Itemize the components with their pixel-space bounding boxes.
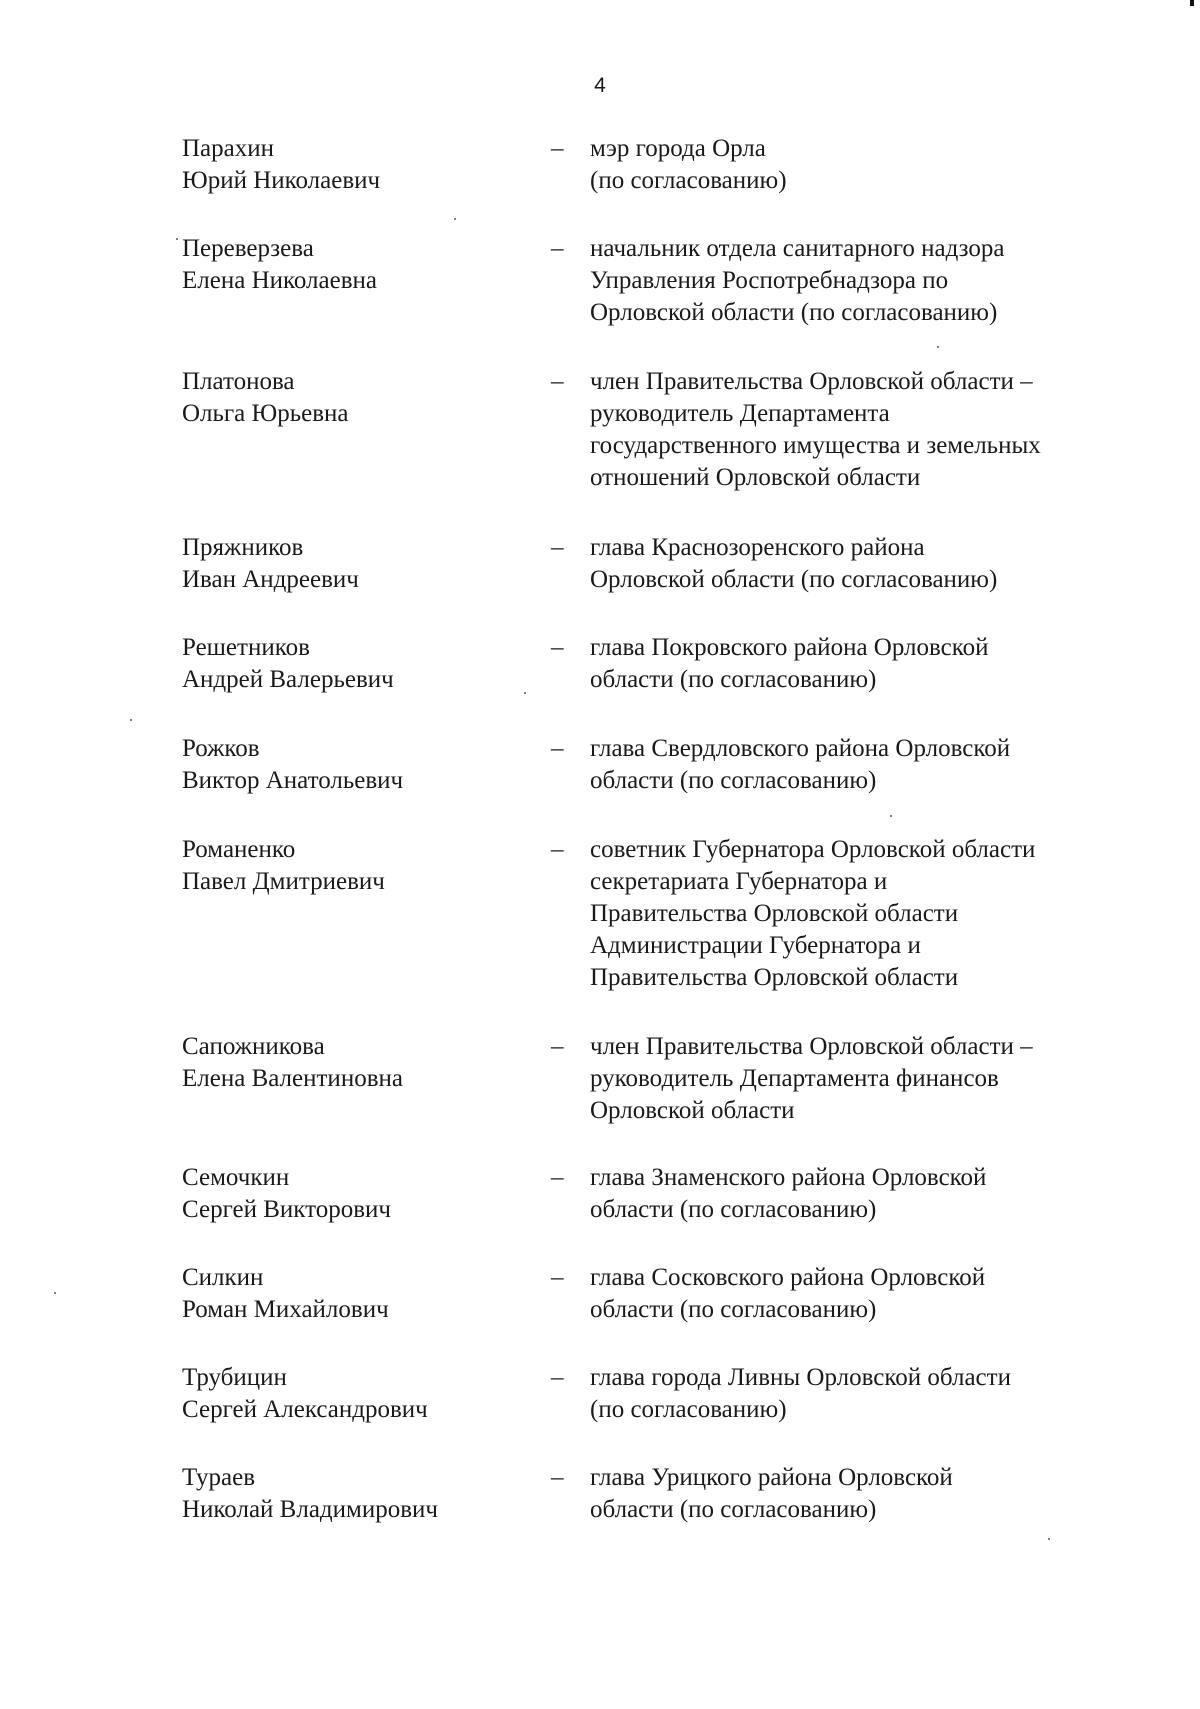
role-line: член Правительства Орловской области – <box>590 368 1033 395</box>
member-given-name: Павел Дмитриевич <box>182 868 385 895</box>
member-name <box>182 1462 542 1526</box>
role-line: отношений Орловской области <box>590 464 921 491</box>
role-line: области (по согласованию) <box>590 1196 877 1223</box>
member-role <box>590 233 1130 329</box>
member-role <box>590 532 1130 596</box>
member-surname: Силкин <box>182 1264 264 1291</box>
member-given-name: Сергей Викторович <box>182 1196 391 1223</box>
member-given-name: Андрей Валерьевич <box>182 666 394 693</box>
role-line: член Правительства Орловской области – <box>590 1033 1033 1060</box>
role-line: глава Сосковского района Орловской <box>590 1264 986 1291</box>
member-role <box>590 733 1130 797</box>
separator-dash: – <box>551 1464 564 1491</box>
role-line: Правительства Орловской области <box>590 900 959 927</box>
member-surname: Переверзева <box>182 235 314 262</box>
role-line: мэр города Орла <box>590 135 766 162</box>
scan-corner-mark <box>1190 0 1194 6</box>
role-line: области (по согласованию) <box>590 767 877 794</box>
scan-speck <box>1048 1538 1050 1540</box>
member-surname: Рожков <box>182 735 260 762</box>
member-given-name: Виктор Анатольевич <box>182 767 404 794</box>
member-role <box>590 1362 1130 1426</box>
role-line: Орловской области (по согласованию) <box>590 566 998 593</box>
page-number: 4 <box>594 74 606 97</box>
member-name <box>182 1362 542 1426</box>
scan-speck <box>54 1292 56 1294</box>
role-line: глава Урицкого района Орловской <box>590 1464 953 1491</box>
member-surname: Романенко <box>182 836 296 863</box>
member-given-name: Сергей Александрович <box>182 1396 428 1423</box>
member-name <box>182 733 542 797</box>
role-line: глава города Ливны Орловской области <box>590 1364 1011 1391</box>
member-surname: Пряжников <box>182 534 304 561</box>
role-line: глава Краснозоренского района <box>590 534 925 561</box>
separator-dash: – <box>551 368 564 395</box>
member-given-name: Ольга Юрьевна <box>182 400 349 427</box>
role-line: Орловской области (по согласованию) <box>590 299 998 326</box>
member-name <box>182 366 542 430</box>
separator-dash: – <box>551 235 564 262</box>
member-surname: Платонова <box>182 368 295 395</box>
member-given-name: Елена Николаевна <box>182 267 377 294</box>
member-name <box>182 233 542 297</box>
role-line: области (по согласованию) <box>590 1496 877 1523</box>
member-surname: Тураев <box>182 1464 256 1491</box>
member-given-name: Елена Валентиновна <box>182 1065 403 1092</box>
separator-dash: – <box>551 1164 564 1191</box>
member-role <box>590 133 1130 197</box>
separator-dash: – <box>551 1033 564 1060</box>
member-role <box>590 366 1130 494</box>
separator-dash: – <box>551 1364 564 1391</box>
role-line: Администрации Губернатора и <box>590 932 921 959</box>
member-role <box>590 1162 1130 1226</box>
member-given-name: Юрий Николаевич <box>182 167 381 194</box>
member-role <box>590 1031 1130 1127</box>
role-line: Управления Роспотребнадзора по <box>590 267 949 294</box>
member-role <box>590 1262 1130 1326</box>
member-name <box>182 1031 542 1095</box>
role-line: глава Свердловского района Орловской <box>590 735 1011 762</box>
scan-speck <box>937 346 939 348</box>
member-role <box>590 632 1130 696</box>
scan-speck <box>524 692 526 694</box>
role-line: глава Покровского района Орловской <box>590 634 989 661</box>
member-surname: Парахин <box>182 135 275 162</box>
scan-speck <box>176 238 178 240</box>
role-line: государственного имущества и земельных <box>590 432 1041 459</box>
role-line: советник Губернатора Орловской области <box>590 836 1036 863</box>
role-line: руководитель Департамента финансов <box>590 1065 999 1092</box>
scan-speck <box>454 218 456 220</box>
member-given-name: Иван Андреевич <box>182 566 359 593</box>
role-line: начальник отдела санитарного надзора <box>590 235 1005 262</box>
member-surname: Решетников <box>182 634 310 661</box>
member-name <box>182 532 542 596</box>
member-given-name: Роман Михайлович <box>182 1296 389 1323</box>
member-name <box>182 133 542 197</box>
member-surname: Сапожникова <box>182 1033 325 1060</box>
role-line: глава Знаменского района Орловской <box>590 1164 987 1191</box>
member-given-name: Николай Владимирович <box>182 1496 438 1523</box>
role-line: (по согласованию) <box>590 1396 787 1423</box>
role-line: секретариата Губернатора и <box>590 868 888 895</box>
role-line: Орловской области <box>590 1097 795 1124</box>
separator-dash: – <box>551 135 564 162</box>
member-name <box>182 632 542 696</box>
member-role <box>590 1462 1130 1526</box>
separator-dash: – <box>551 1264 564 1291</box>
member-name <box>182 834 542 898</box>
member-name <box>182 1262 542 1326</box>
member-role <box>590 834 1130 994</box>
member-name <box>182 1162 542 1226</box>
member-surname: Трубицин <box>182 1364 287 1391</box>
role-line: области (по согласованию) <box>590 1296 877 1323</box>
role-line: области (по согласованию) <box>590 666 877 693</box>
separator-dash: – <box>551 634 564 661</box>
member-surname: Семочкин <box>182 1164 290 1191</box>
scan-speck <box>130 719 132 721</box>
separator-dash: – <box>551 534 564 561</box>
role-line: (по согласованию) <box>590 167 787 194</box>
separator-dash: – <box>551 735 564 762</box>
role-line: руководитель Департамента <box>590 400 890 427</box>
scan-speck <box>890 815 892 817</box>
separator-dash: – <box>551 836 564 863</box>
role-line: Правительства Орловской области <box>590 964 959 991</box>
